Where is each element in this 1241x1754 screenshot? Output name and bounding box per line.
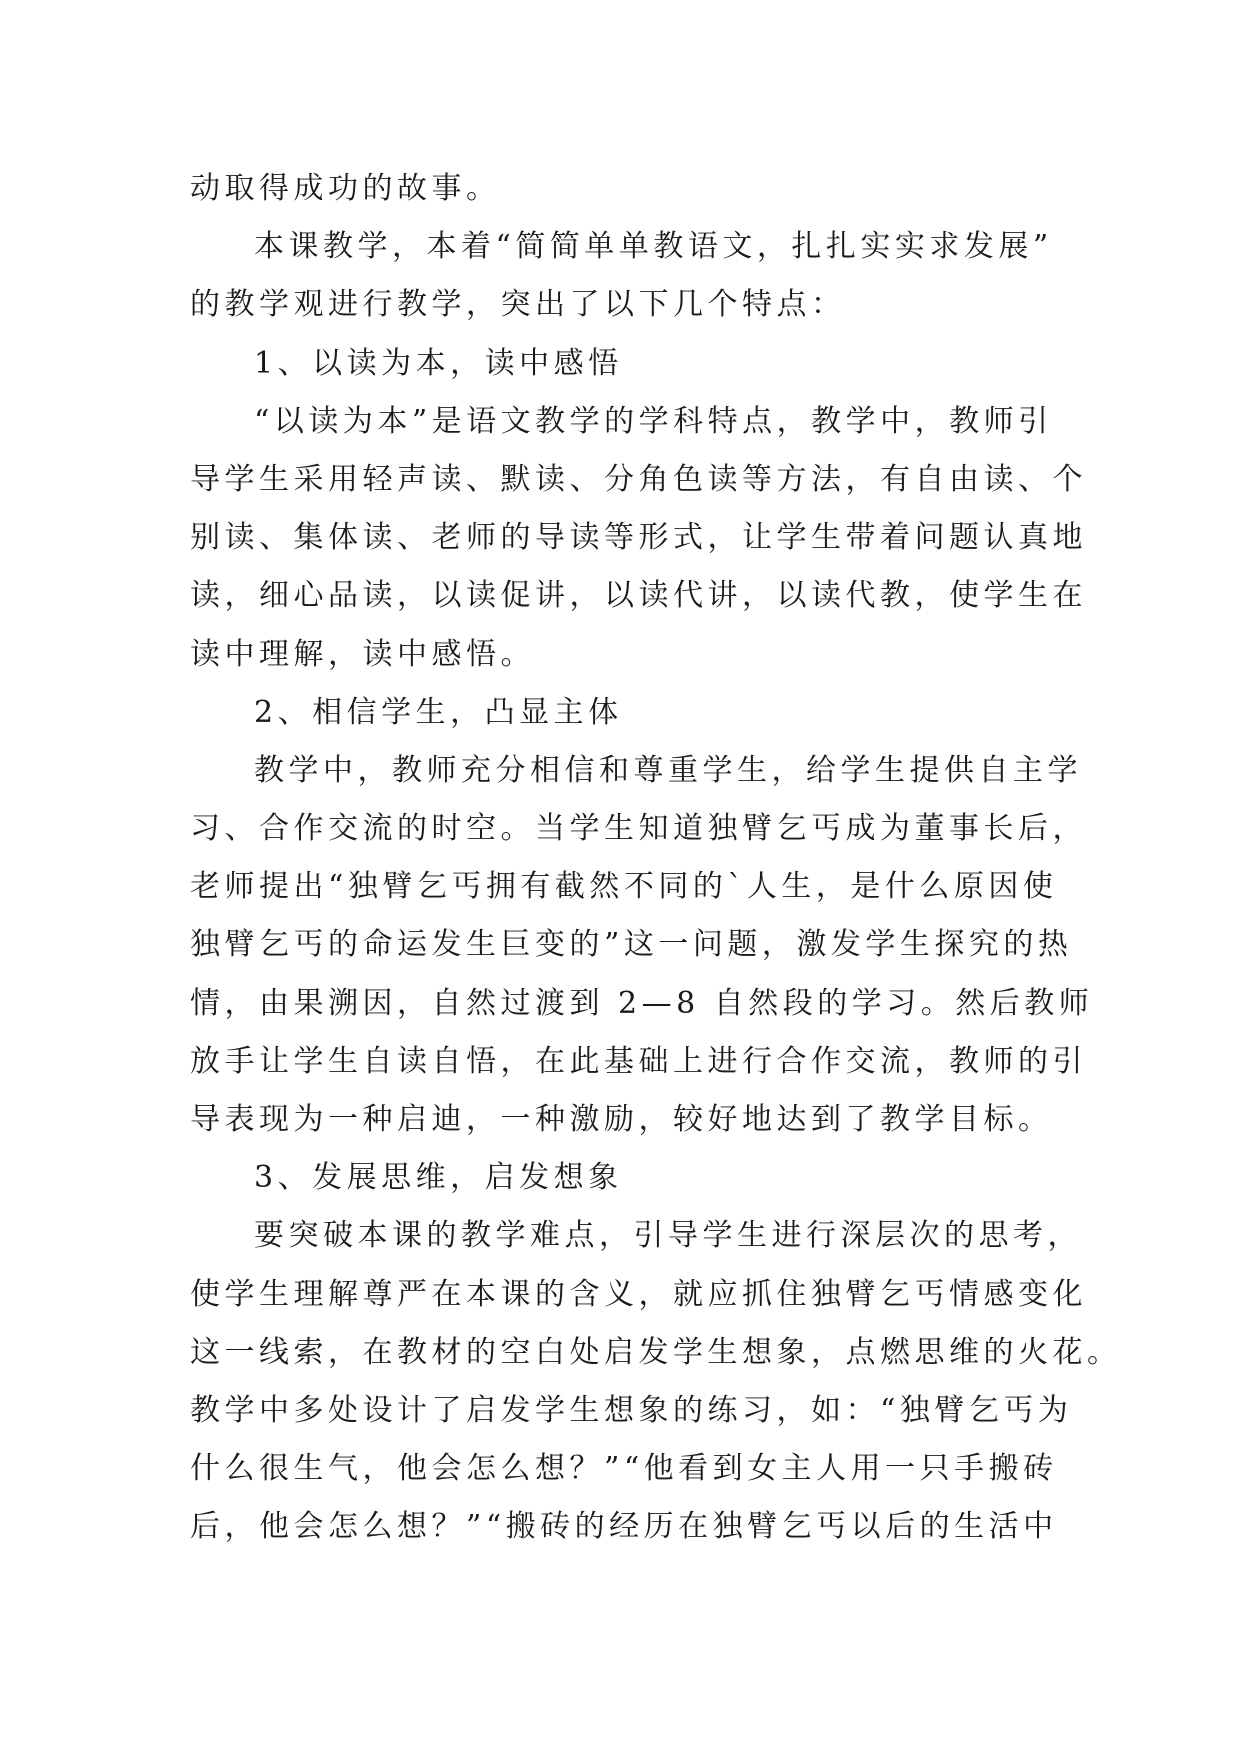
body-text — [190, 160, 1122, 1557]
section-heading: 3、发展思维，启发想象 — [254, 1160, 623, 1196]
text-line: 的教学观进行教学，突出了以下几个特点： — [190, 287, 846, 323]
text-line: 使学生理解尊严在本课的含义，就应抓住独臂乞丐情感变化 — [190, 1276, 1087, 1312]
text-line: 教学中多处设计了启发学生想象的练习，如：“独臂乞丐为 — [190, 1392, 1073, 1428]
text-line: 后，他会怎么想？”“搬砖的经历在独臂乞丐以后的生活中 — [190, 1509, 1058, 1545]
text-line: 这一线索，在教材的空白处启发学生想象，点燃思维的火花。 — [190, 1334, 1122, 1370]
text-line: 动取得成功的故事。 — [190, 171, 501, 206]
text-line: 独臂乞丐的命运发生巨变的”这一问题，激发学生探究的热 — [190, 927, 1073, 963]
text-line: 情，由果溯因，自然过渡到 2—8 自然段的学习。然后教师 — [190, 985, 1094, 1021]
text-line: 什么很生气，他会怎么想？”“他看到女主人用一只手搬砖 — [190, 1451, 1058, 1487]
text-line: 读，细心品读，以读促讲，以读代讲，以读代教，使学生在 — [190, 578, 1087, 614]
text-line: 导学生采用轻声读、默读、分角色读等方法，有自由读、个 — [190, 461, 1087, 497]
text-line: 导表现为一种启迪，一种激励，较好地达到了教学目标。 — [190, 1102, 1053, 1137]
text-line: 教学中，教师充分相信和尊重学生，给学生提供自主学 — [254, 752, 1082, 788]
text-line: 习、合作交流的时空。当学生知道独臂乞丐成为董事长后， — [190, 811, 1087, 847]
section-heading: 2、相信学生，凸显主体 — [254, 694, 623, 730]
text-line: 别读、集体读、老师的导读等形式，让学生带着问题认真地 — [190, 520, 1087, 556]
text-line: 老师提出“独臂乞丐拥有截然不同的`人生，是什么原因使 — [190, 869, 1058, 905]
text-line: “以读为本”是语文教学的学科特点，教学中，教师引 — [254, 403, 1053, 439]
text-line: 要突破本课的教学难点，引导学生进行深层次的思考， — [254, 1218, 1082, 1254]
text-line: 读中理解，读中感悟。 — [190, 636, 535, 672]
text-line: 本课教学，本着“简简单单教语文，扎扎实实求发展” — [254, 229, 1053, 265]
section-heading: 1、以读为本，读中感悟 — [254, 345, 623, 381]
text-line: 放手让学生自读自悟，在此基础上进行合作交流，教师的引 — [190, 1043, 1087, 1079]
